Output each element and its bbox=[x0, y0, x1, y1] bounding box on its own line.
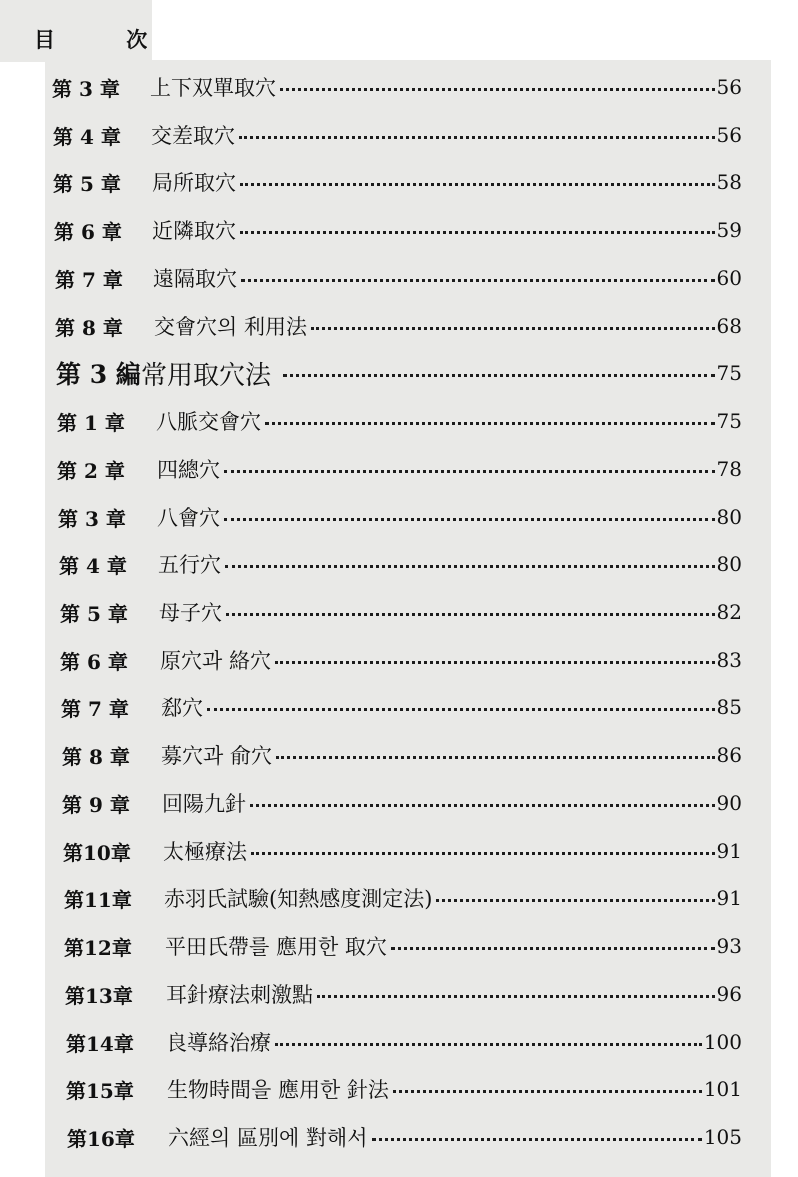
toc-entry-ch5-local bbox=[53, 162, 742, 202]
toc-entry-ch13-ear-acupuncture bbox=[65, 974, 742, 1014]
dot-leader bbox=[391, 947, 715, 950]
entry-page-number: 85 bbox=[716, 695, 742, 719]
entry-number: 第 3 章 bbox=[52, 76, 120, 101]
entry-number: 第16章 bbox=[67, 1126, 135, 1151]
entry-title: 四總穴 bbox=[157, 458, 220, 482]
toc-entry-ch6-adjacent bbox=[54, 210, 742, 250]
entry-number: 第 2 章 bbox=[57, 458, 125, 483]
entry-page-number: 101 bbox=[703, 1077, 742, 1101]
running-head-title: 目 次 bbox=[34, 27, 180, 52]
toc-entry-ch8-alarm-transport bbox=[62, 735, 742, 775]
entry-number: 第15章 bbox=[66, 1078, 134, 1103]
dot-leader bbox=[436, 899, 714, 902]
entry-title: 上下双單取穴 bbox=[150, 76, 276, 100]
entry-page-number: 56 bbox=[716, 123, 742, 147]
entry-page-number: 80 bbox=[716, 505, 742, 529]
part-title: 常用取穴法 bbox=[141, 360, 272, 391]
entry-number: 第 7 章 bbox=[61, 696, 129, 721]
entry-number: 第 5 章 bbox=[53, 171, 121, 196]
entry-page-number: 83 bbox=[716, 648, 742, 672]
toc-entry-ch8-crossing-points bbox=[55, 306, 742, 346]
entry-title: 原穴과 絡穴 bbox=[160, 649, 271, 673]
entry-number: 第 4 章 bbox=[53, 124, 121, 149]
toc-entry-ch4-five-phase bbox=[59, 544, 742, 584]
entry-title: 平田氏帶를 應用한 取穴 bbox=[165, 935, 387, 959]
dot-leader bbox=[311, 327, 715, 330]
dot-leader bbox=[226, 613, 715, 616]
dot-leader bbox=[276, 756, 715, 759]
entry-number: 第 8 章 bbox=[55, 315, 123, 340]
dot-leader bbox=[393, 1090, 702, 1093]
entry-page-number: 90 bbox=[716, 791, 742, 815]
dot-leader bbox=[275, 661, 715, 664]
entry-number: 第14章 bbox=[66, 1031, 134, 1056]
entry-title: 遠隔取穴 bbox=[153, 267, 237, 291]
dot-leader bbox=[224, 518, 715, 521]
entry-page-number: 75 bbox=[716, 409, 742, 433]
dot-leader bbox=[280, 88, 715, 91]
entry-number: 第12章 bbox=[64, 935, 132, 960]
toc-entry-ch16-six-meridians bbox=[67, 1117, 742, 1157]
entry-title: 募穴과 俞穴 bbox=[161, 744, 272, 768]
dot-leader bbox=[225, 565, 715, 568]
dot-leader bbox=[317, 995, 715, 998]
dot-leader bbox=[372, 1138, 702, 1141]
dot-leader bbox=[224, 470, 715, 473]
entry-title: 生物時間을 應用한 針法 bbox=[167, 1078, 389, 1102]
entry-number: 第 6 章 bbox=[60, 649, 128, 674]
entry-title: 交會穴의 利用法 bbox=[154, 315, 307, 339]
entry-page-number: 78 bbox=[716, 457, 742, 481]
entry-number: 第 1 章 bbox=[57, 410, 125, 435]
entry-page-number: 96 bbox=[716, 982, 742, 1006]
dot-leader bbox=[265, 422, 715, 425]
entry-number: 第 7 章 bbox=[55, 267, 123, 292]
entry-page-number: 56 bbox=[716, 75, 742, 99]
entry-number: 第 5 章 bbox=[60, 601, 128, 626]
dot-leader bbox=[240, 183, 715, 186]
entry-page-number: 82 bbox=[716, 600, 742, 624]
toc-entry-ch4-cross bbox=[53, 115, 742, 155]
dot-leader bbox=[207, 708, 715, 711]
entry-number: 第 9 章 bbox=[62, 792, 130, 817]
entry-page-number: 91 bbox=[716, 886, 742, 910]
entry-page-number: 75 bbox=[716, 361, 742, 385]
toc-entry-ch1-eight-vessels bbox=[57, 401, 742, 441]
entry-number: 第13章 bbox=[65, 983, 133, 1008]
dot-leader bbox=[250, 804, 715, 807]
entry-title: 良導絡治療 bbox=[166, 1031, 271, 1055]
entry-title: 回陽九針 bbox=[162, 792, 246, 816]
entry-title: 交差取穴 bbox=[151, 124, 235, 148]
entry-title: 赤羽氏試驗(知熱感度測定法) bbox=[164, 887, 433, 911]
entry-page-number: 93 bbox=[716, 934, 742, 958]
entry-title: 局所取穴 bbox=[152, 171, 236, 195]
dot-leader bbox=[275, 1043, 702, 1046]
entry-page-number: 91 bbox=[716, 839, 742, 863]
toc-entry-ch9-yang-restoring bbox=[62, 783, 742, 823]
dot-leader bbox=[240, 231, 715, 234]
toc-entry-ch11-akabane bbox=[64, 878, 742, 918]
entry-number: 第10章 bbox=[63, 840, 131, 865]
entry-title: 六經의 區別에 對해서 bbox=[168, 1126, 368, 1150]
entry-title: 耳針療法刺激點 bbox=[166, 983, 313, 1007]
entry-number: 第 8 章 bbox=[62, 744, 130, 769]
toc-entry-ch3-upper-lower bbox=[52, 67, 742, 107]
entry-page-number: 58 bbox=[716, 170, 742, 194]
entry-page-number: 86 bbox=[716, 743, 742, 767]
toc-part-3-heading bbox=[56, 353, 742, 393]
entry-title: 五行穴 bbox=[158, 553, 221, 577]
entry-title: 郄穴 bbox=[161, 696, 203, 720]
toc-entry-ch5-mother-child bbox=[60, 592, 742, 632]
entry-page-number: 59 bbox=[716, 218, 742, 242]
entry-title: 近隣取穴 bbox=[152, 219, 236, 243]
entry-page-number: 105 bbox=[703, 1125, 742, 1149]
entry-number: 第 4 章 bbox=[59, 553, 127, 578]
entry-page-number: 68 bbox=[716, 314, 742, 338]
toc-entry-ch3-eight-influential bbox=[58, 497, 742, 537]
entry-page-number: 80 bbox=[716, 552, 742, 576]
part-number: 第 3 編 bbox=[56, 360, 141, 389]
toc-entry-ch12-hirata bbox=[64, 926, 742, 966]
entry-title: 太極療法 bbox=[163, 840, 247, 864]
toc-entry-ch10-taiji bbox=[63, 831, 742, 871]
toc-entry-ch6-source-connecting bbox=[60, 640, 742, 680]
entry-number: 第 6 章 bbox=[54, 219, 122, 244]
entry-number: 第11章 bbox=[64, 887, 132, 912]
entry-page-number: 100 bbox=[703, 1030, 742, 1054]
dot-leader bbox=[251, 852, 715, 855]
toc-entry-ch7-distant bbox=[55, 258, 742, 298]
dot-leader bbox=[239, 136, 715, 139]
entry-page-number: 60 bbox=[716, 266, 742, 290]
dot-leader bbox=[241, 279, 715, 282]
toc-entry-ch14-ryodoraku bbox=[66, 1022, 742, 1062]
toc-entry-ch7-cleft bbox=[61, 687, 742, 727]
toc-entry-ch2-four-command bbox=[57, 449, 742, 489]
dot-leader bbox=[283, 374, 715, 377]
entry-title: 八脈交會穴 bbox=[156, 410, 261, 434]
toc-entry-ch15-biological-time bbox=[66, 1069, 742, 1109]
entry-title: 八會穴 bbox=[157, 506, 220, 530]
entry-number: 第 3 章 bbox=[58, 506, 126, 531]
entry-title: 母子穴 bbox=[159, 601, 222, 625]
